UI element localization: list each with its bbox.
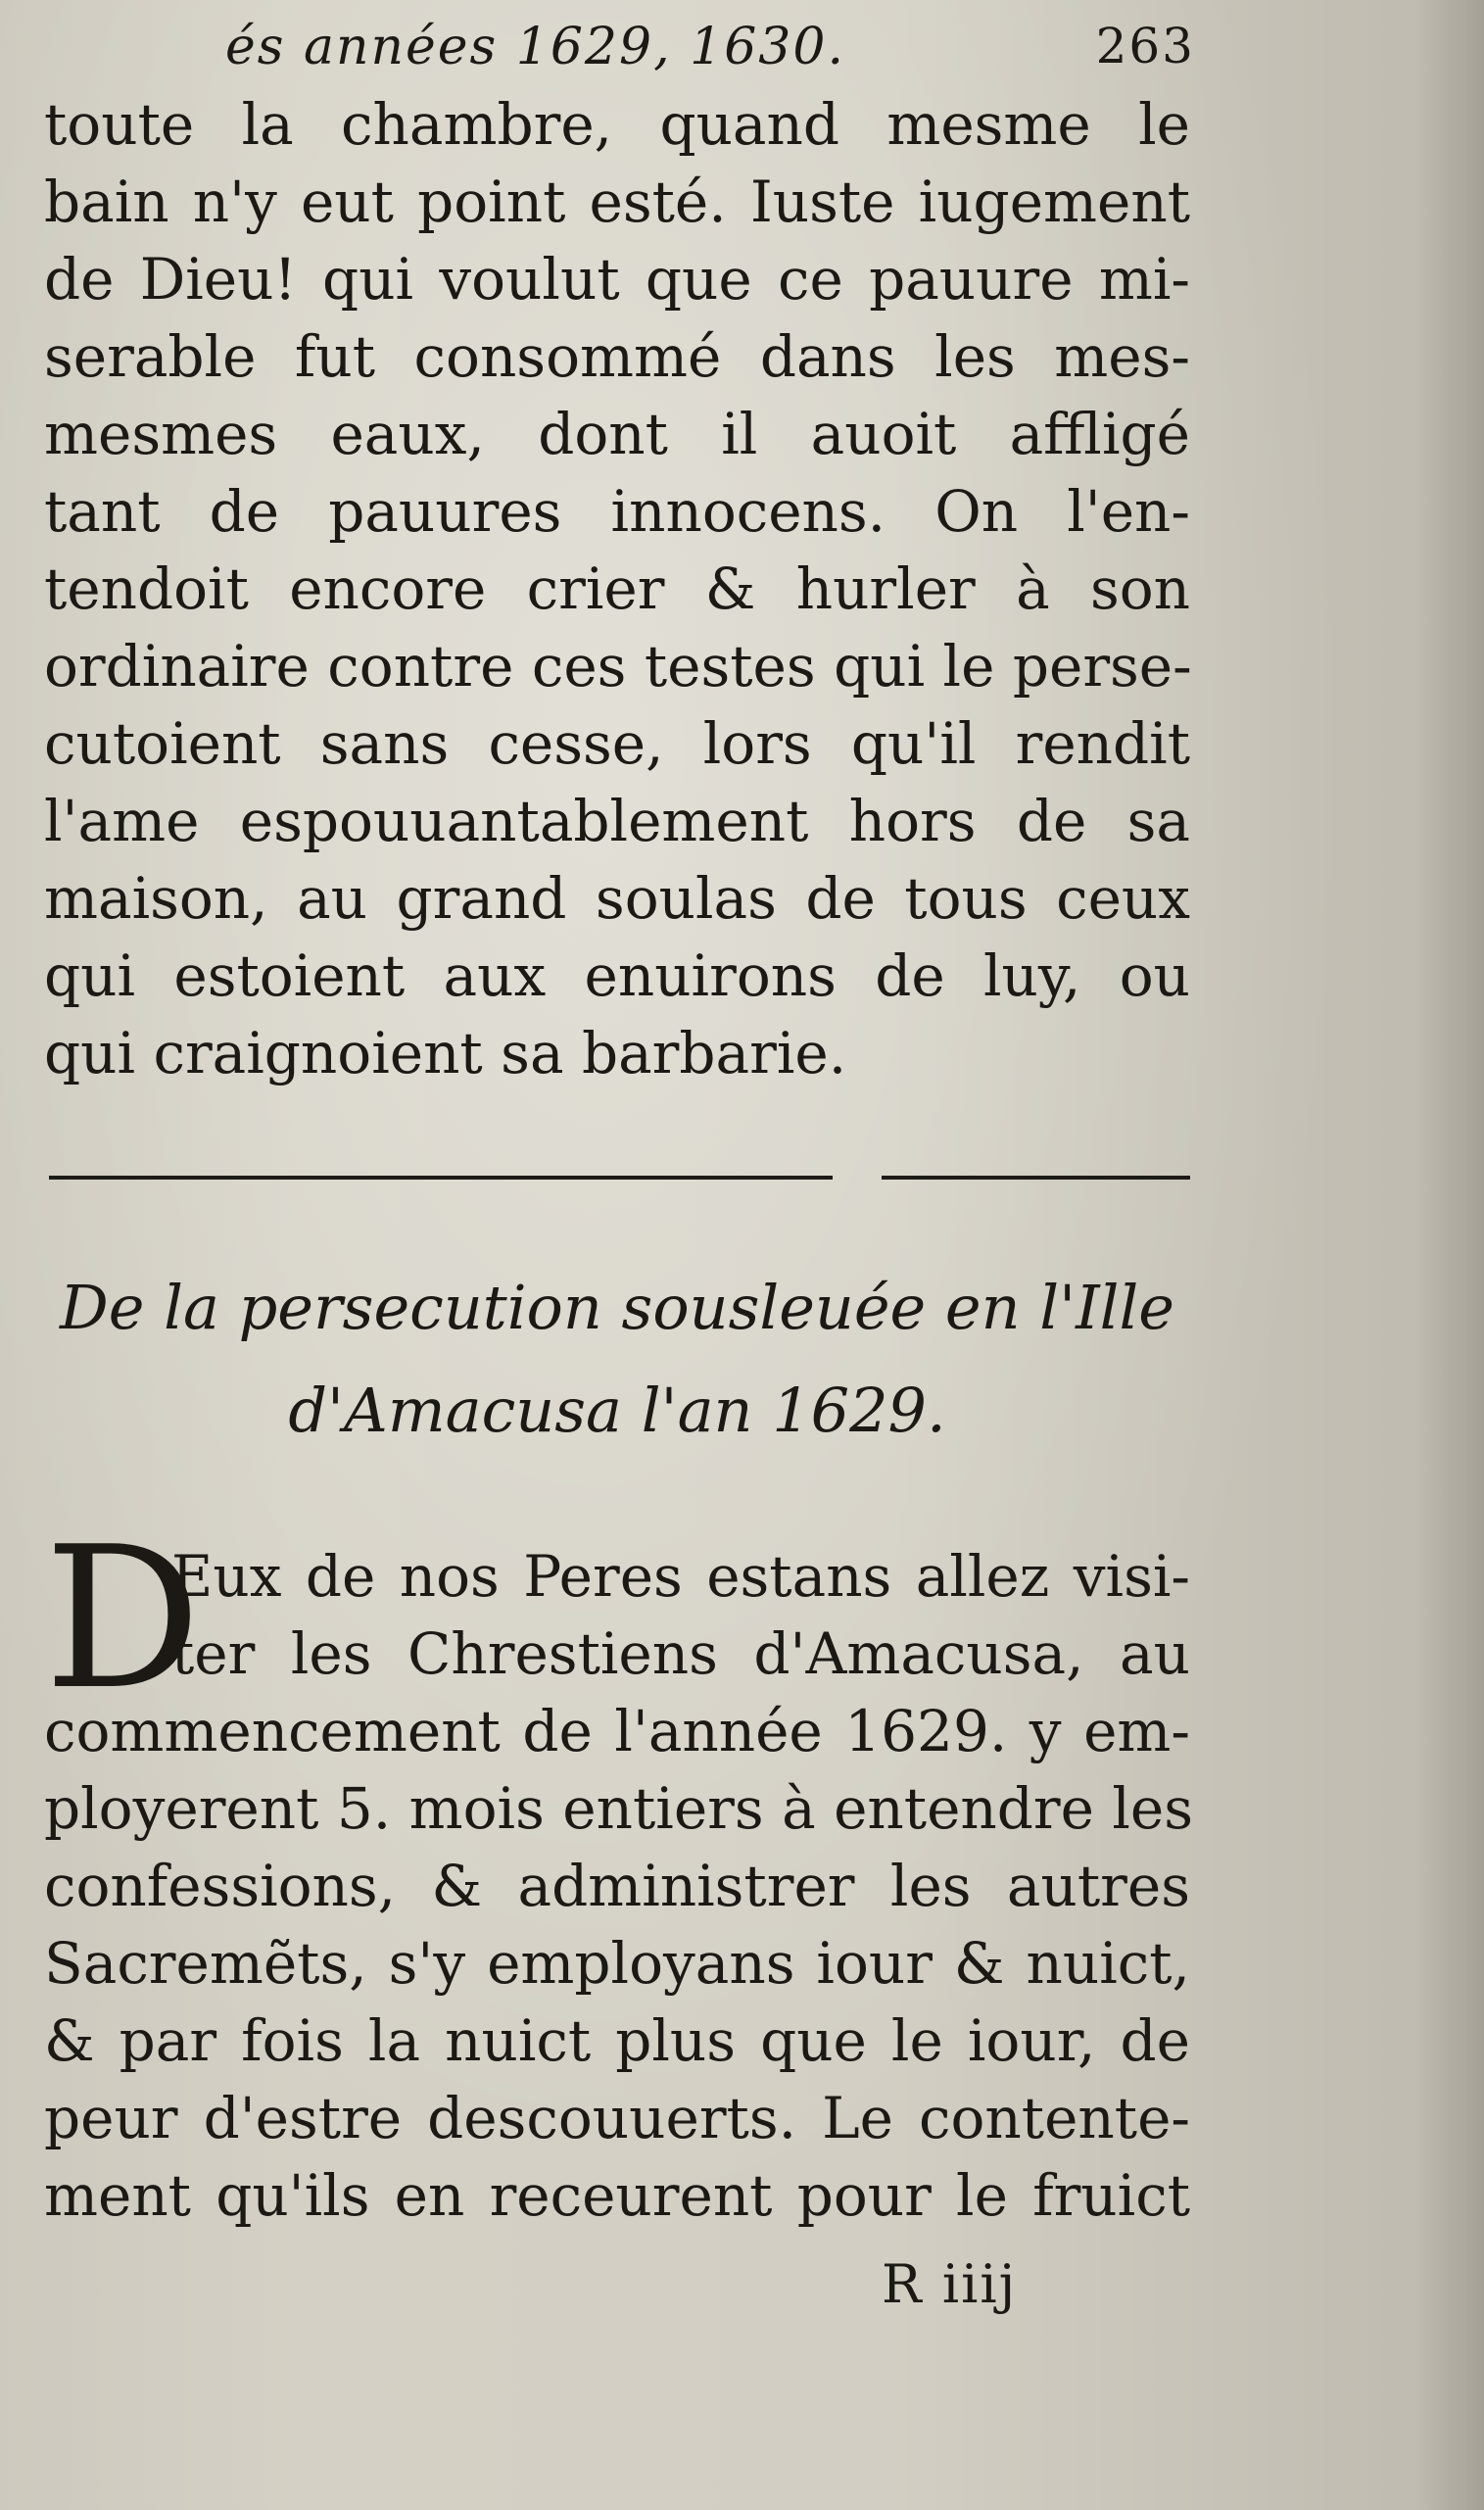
text-line: mesmes eaux, dont il auoit affligé xyxy=(44,401,1190,467)
text-line: tendoit encore crier & hurler à son xyxy=(44,555,1190,622)
section-heading-line-1: De la persecution sousleuée en l'Ille xyxy=(60,1272,1174,1343)
text-line: l'ame espouuantablement hors de sa xyxy=(44,788,1190,854)
page-number: 263 xyxy=(1095,18,1195,74)
section-heading-line-2: d'Amacusa l'an 1629. xyxy=(288,1375,946,1446)
text-line: ployerent 5. mois entiers à entendre les xyxy=(44,1775,1193,1842)
text-line: Sacremẽts, s'y employans iour & nuict, xyxy=(44,1930,1190,1997)
text-line: ment qu'ils en receurent pour le fruict xyxy=(44,2162,1190,2229)
text-line: ter les Chrestiens d'Amacusa, au xyxy=(171,1620,1190,1687)
text-line: bain n'y eut point esté. Iuste iugement xyxy=(44,169,1190,235)
text-line: serable fut consommé dans les mes- xyxy=(44,323,1190,390)
text-line: qui estoient aux enuirons de luy, ou xyxy=(44,942,1190,1009)
lower-paragraph xyxy=(44,1538,1193,2235)
text-line: Eux de nos Peres estans allez visi- xyxy=(171,1543,1190,1610)
running-head: és années 1629, 1630. xyxy=(225,18,845,76)
text-line: de Dieu! qui voulut que ce pauure mi- xyxy=(44,246,1190,313)
text-line: cutoient sans cesse, lors qu'il rendit xyxy=(44,710,1190,777)
text-line: maison, au grand soulas de tous ceux xyxy=(44,865,1190,932)
page-header xyxy=(225,18,1195,76)
section-rule-left xyxy=(49,1176,833,1180)
page-gutter-shadow xyxy=(1415,0,1484,2510)
drop-cap: D xyxy=(44,1505,202,1733)
text-line: & par fois la nuict plus que le iour, de xyxy=(44,2007,1190,2074)
upper-paragraph xyxy=(44,86,1190,1092)
text-line: tant de pauures innocens. On l'en- xyxy=(44,478,1190,545)
signature-mark: R iiij xyxy=(882,2253,1018,2315)
text-line: peur d'estre descouuerts. Le contente- xyxy=(44,2085,1190,2151)
text-line: confessions, & administrer les autres xyxy=(44,1853,1190,1919)
section-rule-right xyxy=(882,1176,1190,1180)
text-line: commencement de l'année 1629. y em- xyxy=(44,1698,1190,1764)
text-line: ordinaire contre ces testes qui le perse- xyxy=(44,633,1192,700)
text-line: toute la chambre, quand mesme le xyxy=(44,91,1190,158)
text-line: qui craignoient sa barbarie. xyxy=(44,1020,847,1086)
